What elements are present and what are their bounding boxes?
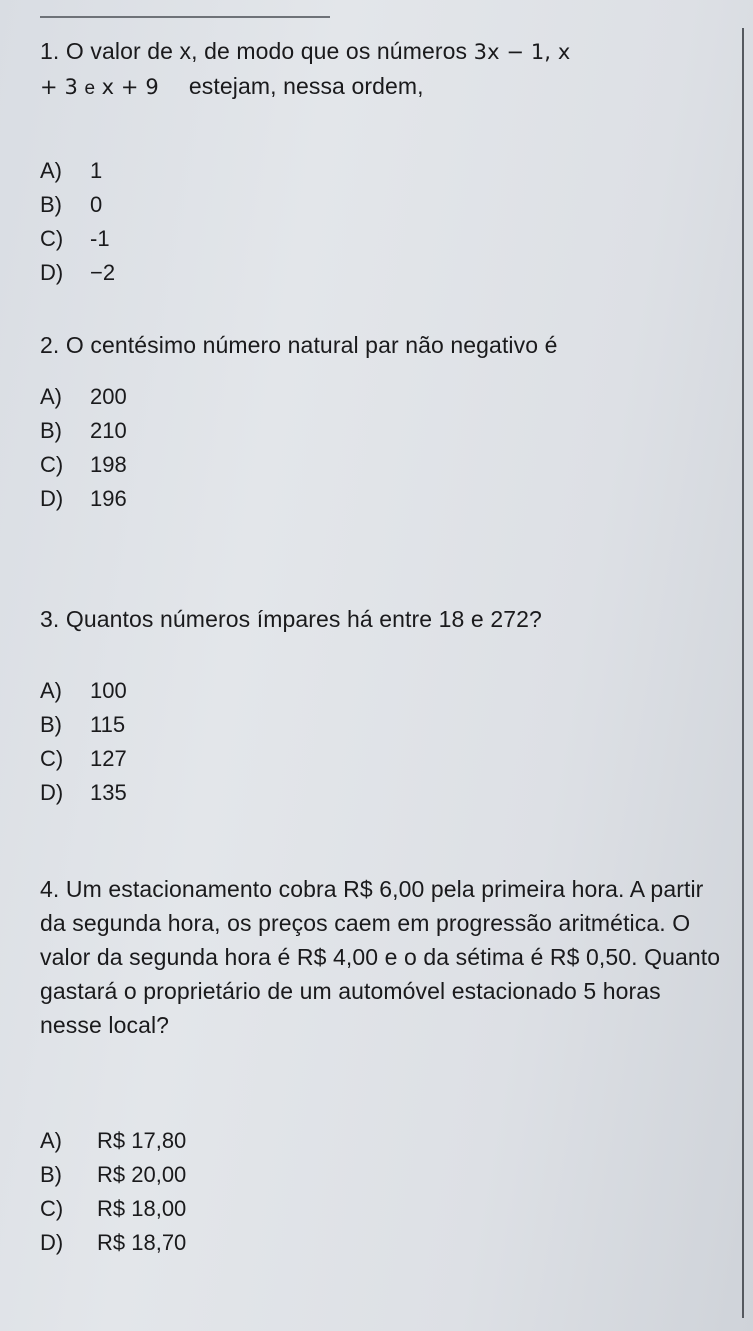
option-letter: A) (40, 384, 62, 409)
option-letter: B) (40, 1162, 62, 1187)
question-1 (40, 34, 730, 285)
question-3-stem (40, 602, 730, 636)
option-value: 196 (90, 486, 127, 511)
question-4-option-c[interactable] (40, 1192, 186, 1226)
question-1-conjunction: e (84, 78, 96, 99)
option-letter: A) (40, 158, 62, 183)
question-1-option-c[interactable] (40, 222, 115, 256)
option-value: R$ 20,00 (97, 1162, 187, 1187)
question-2-option-d[interactable] (40, 482, 127, 516)
option-value: −2 (90, 260, 116, 285)
question-4-text: Um estacionamento cobra R$ 6,00 pela primeira hora. A partir da segunda hora, os preços caem em progressão aritmética. O valor da segunda hora é R$ 4,00 e o da sétima é R$ 0,50. Quanto gastará o proprietário de um automóvel estacionado 5 horas nesse local? (40, 876, 721, 1038)
option-letter: B) (40, 192, 62, 217)
option-letter: B) (40, 418, 62, 443)
question-1-number: 1. (40, 38, 60, 64)
question-3-options (40, 674, 127, 810)
question-4-option-b[interactable] (40, 1158, 186, 1192)
option-letter: C) (40, 226, 64, 251)
option-value: -1 (90, 226, 110, 251)
question-3-text: Quantos números ímpares há entre 18 e 272? (65, 606, 542, 632)
question-4-options (40, 1124, 186, 1260)
option-value: 210 (90, 418, 127, 443)
option-value: 200 (90, 384, 127, 409)
question-3 (40, 602, 730, 805)
option-letter: D) (40, 486, 64, 511)
option-letter: D) (40, 1230, 64, 1255)
question-2-stem (40, 328, 730, 362)
question-4-option-a[interactable] (40, 1124, 186, 1158)
option-value: 1 (90, 158, 103, 183)
option-value: R$ 18,00 (97, 1196, 187, 1221)
question-2-options (40, 380, 127, 516)
option-letter: A) (40, 678, 62, 703)
question-4-option-d[interactable] (40, 1226, 186, 1260)
question-1-option-d[interactable] (40, 256, 115, 290)
question-2-number: 2. (40, 332, 60, 358)
option-letter: C) (40, 452, 64, 477)
question-2-text: O centésimo número natural par não negativo é (65, 332, 558, 358)
question-4-number: 4. (40, 876, 60, 902)
option-value: R$ 18,70 (97, 1230, 187, 1255)
option-letter: C) (40, 746, 64, 771)
option-value: 127 (90, 746, 127, 771)
option-letter: A) (40, 1128, 62, 1153)
question-1-text-part2: estejam, nessa ordem, (188, 73, 424, 99)
question-3-option-b[interactable] (40, 708, 127, 742)
option-letter: B) (40, 712, 62, 737)
option-value: 198 (90, 452, 127, 477)
question-3-option-d[interactable] (40, 776, 127, 810)
question-3-option-a[interactable] (40, 674, 127, 708)
option-value: 0 (90, 192, 103, 217)
question-2 (40, 328, 730, 511)
question-1-option-b[interactable] (40, 188, 115, 222)
option-value: 100 (90, 678, 127, 703)
question-1-expression-2: + 3 (40, 75, 78, 99)
question-2-option-b[interactable] (40, 414, 127, 448)
question-1-stem (40, 34, 730, 106)
question-2-option-c[interactable] (40, 448, 127, 482)
option-letter: C) (40, 1196, 64, 1221)
question-1-expression-3: x + 9 (101, 75, 159, 99)
question-4 (40, 872, 730, 1255)
option-value: 135 (90, 780, 127, 805)
question-3-number: 3. (40, 606, 60, 632)
question-4-stem (40, 872, 725, 1042)
question-3-option-c[interactable] (40, 742, 127, 776)
question-1-expression-1: 3x − 1, x (473, 40, 571, 64)
question-1-text-part1: O valor de x, de modo que os números (65, 38, 468, 64)
option-letter: D) (40, 780, 64, 805)
question-2-option-a[interactable] (40, 380, 127, 414)
option-value: 115 (90, 712, 126, 737)
option-letter: D) (40, 260, 64, 285)
question-1-option-a[interactable] (40, 154, 115, 188)
option-value: R$ 17,80 (97, 1128, 187, 1153)
question-1-options (40, 154, 115, 290)
